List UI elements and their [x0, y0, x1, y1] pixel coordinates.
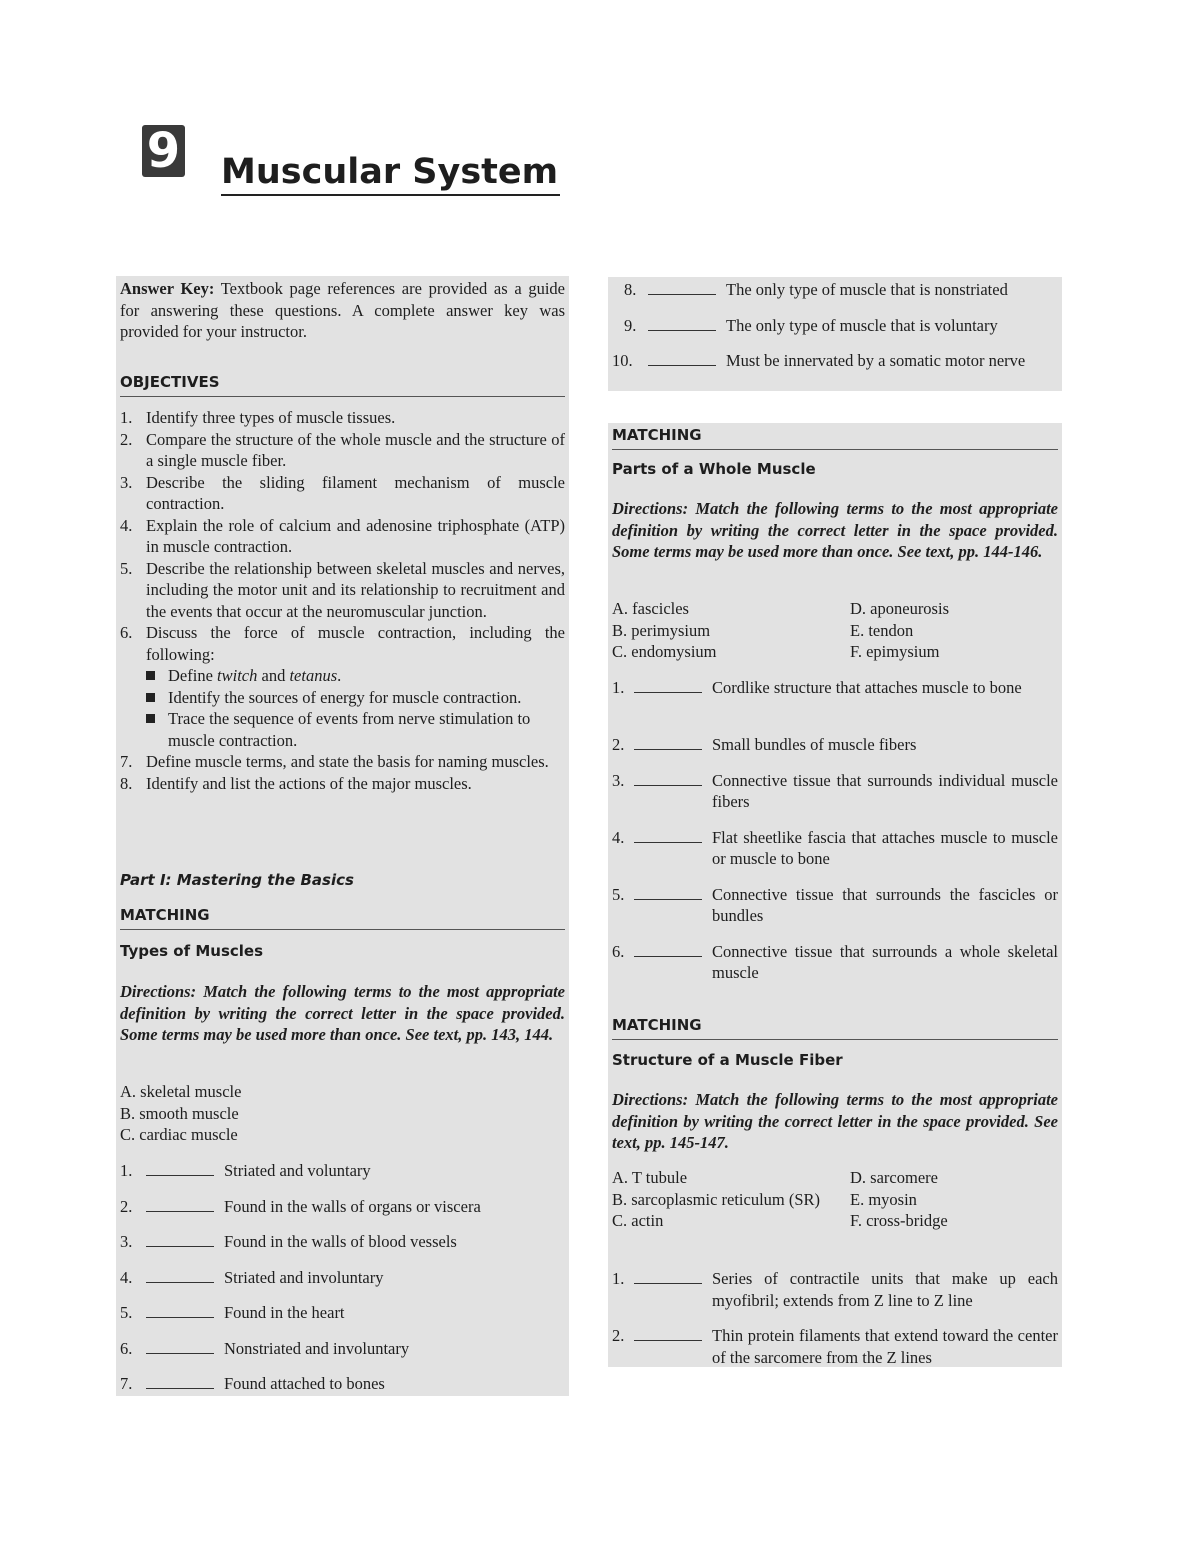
- objectives-list: [120, 407, 565, 794]
- objective-item: 8. Identify and list the actions of the major muscles.: [120, 773, 472, 793]
- matching-heading: MATCHING: [120, 905, 565, 930]
- objective-sub-item: Trace the sequence of events from nerve stimulation to muscle contraction.: [146, 708, 565, 751]
- answer-blank[interactable]: [146, 1282, 214, 1283]
- matching-subheading: Structure of a Muscle Fiber: [612, 1051, 843, 1069]
- objectives-heading: OBJECTIVES: [120, 372, 565, 397]
- question-row: 3. Connective tissue that surrounds individual muscle fibers: [612, 770, 1058, 811]
- square-bullet-icon: [146, 693, 155, 702]
- objective-item: 3. Describe the sliding filament mechanism of muscle contraction.: [120, 472, 565, 513]
- term-item: A. T tubule: [612, 1168, 688, 1187]
- question-row: 10. Must be innervated by a somatic motor nerve: [612, 351, 1026, 370]
- objective-sub-item: Define twitch and tetanus.: [146, 665, 565, 687]
- answer-blank[interactable]: [634, 956, 702, 957]
- question-row: 1. Striated and voluntary: [120, 1161, 371, 1180]
- answer-blank[interactable]: [146, 1388, 214, 1389]
- answer-blank[interactable]: [634, 1340, 702, 1341]
- matching3-questions: [612, 1268, 1058, 1368]
- directions-text: Directions: Match the following terms to the most appropriate definition by writing the correct letter in the space provided. See text, pp. 145-147.: [612, 1090, 1058, 1152]
- objective-item: 1. Identify three types of muscle tissues.: [120, 408, 396, 427]
- answer-key: [120, 278, 565, 343]
- term-item: D. sarcomere: [850, 1168, 938, 1187]
- matching-subheading: Parts of a Whole Muscle: [612, 460, 816, 478]
- term-item: A. skeletal muscle: [120, 1082, 242, 1101]
- term-item: E. myosin: [850, 1189, 917, 1209]
- answer-blank[interactable]: [146, 1211, 214, 1212]
- answer-blank[interactable]: [634, 899, 702, 900]
- question-row: 1. Series of contractile units that make up each myofibril; extends from Z line to Z line: [612, 1269, 1058, 1310]
- question-row: 7. Found attached to bones: [120, 1374, 385, 1393]
- answer-blank[interactable]: [146, 1353, 214, 1354]
- answer-blank[interactable]: [634, 785, 702, 786]
- square-bullet-icon: [146, 671, 155, 680]
- answer-blank[interactable]: [146, 1317, 214, 1318]
- objective-item: 5. Describe the relationship between skeletal muscles and nerves, including the motor unit and its relationship to recruitment and the events that occur at the neuromuscular junction.: [120, 558, 565, 621]
- question-row: 5. Connective tissue that surrounds the fascicles or bundles: [612, 884, 1058, 925]
- directions-text: Directions: Match the following terms to the most appropriate definition by writing the correct letter in the space provided. Some terms may be used more than once. See text, pp. 144-146.: [612, 499, 1058, 561]
- objective-sub-item: Identify the sources of energy for muscle contraction.: [146, 687, 565, 709]
- matching3-terms: [612, 1167, 1058, 1232]
- answer-blank[interactable]: [146, 1246, 214, 1247]
- matching1-directions-wrap: [120, 981, 565, 1046]
- question-row: 2. Small bundles of muscle fibers: [612, 735, 917, 754]
- question-row: 8. The only type of muscle that is nonstriated: [624, 280, 1008, 299]
- question-row: 4. Flat sheetlike fascia that attaches muscle to muscle or muscle to bone: [612, 827, 1058, 868]
- answer-blank[interactable]: [648, 365, 716, 366]
- answer-blank[interactable]: [648, 330, 716, 331]
- objective-item: 4. Explain the role of calcium and adenosine triphosphate (ATP) in muscle contraction.: [120, 515, 565, 556]
- square-bullet-icon: [146, 714, 155, 723]
- question-row: 1. Cordlike structure that attaches muscle to bone: [612, 678, 1022, 697]
- question-row: 2. Found in the walls of organs or viscera: [120, 1196, 481, 1216]
- term-item: D. aponeurosis: [850, 599, 949, 618]
- matching-heading: MATCHING: [612, 425, 1058, 450]
- left-column: [116, 276, 569, 1396]
- objective-item: 7. Define muscle terms, and state the basis for naming muscles.: [120, 752, 549, 771]
- matching1-terms: [120, 1081, 565, 1146]
- question-row: 6. Nonstriated and involuntary: [120, 1338, 410, 1358]
- answer-blank[interactable]: [634, 842, 702, 843]
- answer-blank[interactable]: [634, 692, 702, 693]
- answer-blank[interactable]: [146, 1175, 214, 1176]
- question-row: 2. Thin protein filaments that extend toward the center of the sarcomere from the Z lines: [612, 1326, 1058, 1367]
- term-item: C. endomysium: [612, 642, 717, 661]
- matching-subheading: Types of Muscles: [120, 942, 264, 960]
- term-item: A. fascicles: [612, 599, 689, 618]
- term-item: B. sarcoplasmic reticulum (SR): [612, 1189, 821, 1209]
- objective-sub-list: [146, 665, 565, 751]
- question-row: 6. Connective tissue that surrounds a whole skeletal muscle: [612, 941, 1058, 982]
- term-item: C. cardiac muscle: [120, 1125, 238, 1144]
- question-row: 4. Striated and involuntary: [120, 1267, 384, 1287]
- part-title: Part I: Mastering the Basics: [120, 871, 354, 889]
- matching-heading: MATCHING: [612, 1015, 1058, 1040]
- question-row: 9. The only type of muscle that is voluntary: [624, 315, 998, 335]
- term-item: C. actin: [612, 1211, 664, 1230]
- answer-blank[interactable]: [634, 749, 702, 750]
- objectives-section: [120, 372, 565, 397]
- right-column-continuation: [608, 277, 1062, 391]
- answer-blank[interactable]: [634, 1283, 702, 1284]
- right-column: [608, 423, 1062, 1367]
- chapter-title: Muscular System: [221, 150, 560, 196]
- question-row: 5. Found in the heart: [120, 1303, 345, 1322]
- directions-text: Directions: Match the following terms to the most appropriate definition by writing the correct letter in the space provided. Some terms may be used more than once. See text, pp. 143, 144.: [120, 982, 565, 1044]
- question-row: 3. Found in the walls of blood vessels: [120, 1232, 457, 1251]
- matching1-questions: [120, 1160, 565, 1409]
- answer-blank[interactable]: [648, 294, 716, 295]
- term-item: B. perimysium: [612, 620, 711, 640]
- term-item: F. epimysium: [850, 642, 940, 661]
- chapter-number-badge: 9: [142, 125, 185, 177]
- answer-key-text: Textbook page references are provided as a guide for answering these questions. A complete answer key was provided for your instructor.: [120, 279, 566, 341]
- matching2-questions: [612, 677, 1058, 998]
- objective-item: 6. Discuss the force of muscle contraction, including the following: Define twitch and tetanus. Identify the sources of energy for muscle contraction. Trace the sequence of events from nerve stimulation to muscle contraction.: [120, 623, 565, 750]
- term-item: F. cross-bridge: [850, 1211, 948, 1230]
- term-item: B. smooth muscle: [120, 1103, 239, 1123]
- part1-title-wrap: [120, 870, 565, 892]
- matching1-subheading-wrap: [120, 941, 565, 963]
- matching1-heading-wrap: [120, 905, 565, 930]
- term-item: E. tendon: [850, 620, 914, 640]
- matching2-terms: [612, 598, 1058, 663]
- objective-item: 2. Compare the structure of the whole muscle and the structure of a single muscle fiber.: [120, 429, 565, 470]
- answer-key-label: Answer Key:: [120, 279, 215, 298]
